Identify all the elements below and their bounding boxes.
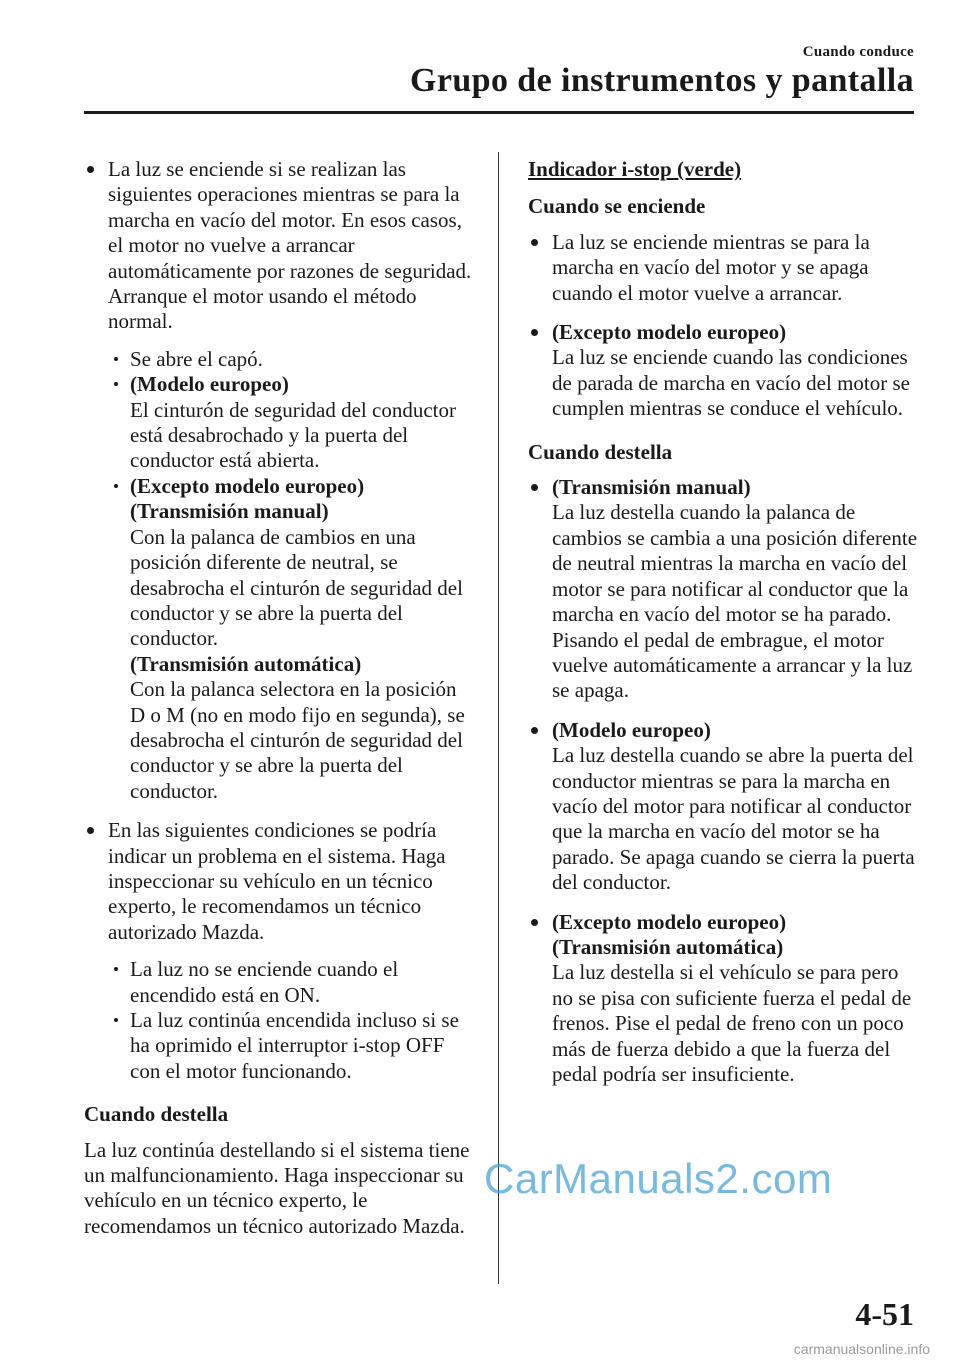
sub-list: [108, 957, 476, 1084]
page-number: 4-51: [855, 1296, 914, 1332]
header-section: Cuando conduce: [802, 44, 914, 60]
sub-bold: (Transmisión manual): [130, 499, 329, 524]
bullet-item: [528, 230, 920, 306]
bullet-text: La luz se enciende si se realizan las siguientes operaciones mientras se para la marcha en vacío del motor. En esos casos, el motor no vuelve a arrancar automáticamente por razones de seguridad. Arranque el motor usando el método normal.: [108, 157, 472, 334]
bullet-dot-icon: [87, 166, 94, 173]
page-title: Grupo de instrumentos y pantalla: [410, 62, 914, 99]
bullet-item: [528, 320, 920, 422]
bullet-dot-icon: [531, 484, 538, 491]
column-right: [528, 157, 920, 1101]
sub-list: [108, 347, 476, 804]
sub-text: La luz continúa encendida incluso si se ha oprimido el interruptor i-stop OFF con el motor funcionando.: [130, 1008, 459, 1083]
footer-url: carmanualsonline.info: [793, 1341, 930, 1357]
bullet-item: [528, 475, 920, 704]
sub-bold: (Excepto modelo europeo): [130, 473, 365, 498]
sub-item: [84, 474, 476, 804]
bullet-text: La luz destella si el vehículo se para pero no se pisa con suficiente fuerza el pedal de frenos. Pise el pedal de freno con un poco más de fuerza debido a que la fuerza del pedal podría ser insuficiente.: [552, 960, 912, 1086]
subheading: Cuando se enciende: [528, 194, 706, 219]
bullet-text: La luz destella cuando se abre la puerta del conductor mientras se para la marcha en vacío del motor para notificar al conductor que la marcha en vacío del motor se ha parado. Se apaga cuando se cierra la puerta del conductor.: [552, 743, 915, 895]
column-left: [84, 157, 476, 1239]
bullet-bold: (Modelo europeo): [552, 717, 711, 742]
paragraph: La luz continúa destellando si el sistema tiene un malfuncionamiento. Haga inspeccionar su vehículo en un técnico experto, le recomendamos un técnico autorizado Mazda.: [84, 1137, 470, 1238]
section-title: Indicador i-stop (verde): [528, 157, 742, 181]
bullet-text: La luz se enciende mientras se para la marcha en vacío del motor y se apaga cuando el motor vuelve a arrancar.: [552, 229, 870, 305]
bullet-dot-icon: [531, 239, 538, 246]
sub-item: [84, 1008, 476, 1084]
sub-text: Con la palanca de cambios en una posición diferente de neutral, se desabrocha el cinturón de seguridad del conductor y se abre la puerta del conductor.: [130, 524, 463, 651]
sub-text: La luz no se enciende cuando el encendido está en ON.: [130, 957, 399, 1007]
sub-text: El cinturón de seguridad del conductor está desabrochado y la puerta del conductor está abierta.: [130, 397, 456, 473]
bullet-bold: (Transmisión manual): [552, 475, 751, 500]
sub-text: Se abre el capó.: [130, 346, 263, 371]
bullet-dot-icon: [87, 827, 94, 834]
sub-bold: (Transmisión automática): [130, 651, 362, 676]
sub-dot-icon: [114, 1018, 118, 1022]
bullet-item: [528, 910, 920, 1088]
sub-bold: (Modelo europeo): [130, 372, 289, 397]
sub-dot-icon: [114, 967, 118, 971]
watermark-logo: CarManuals2.com: [484, 1155, 833, 1202]
bullet-text: La luz se enciende cuando las condiciones de parada de marcha en vacío del motor se cumplen mientras se conduce el vehículo.: [552, 345, 910, 421]
sub-dot-icon: [114, 357, 118, 361]
sub-item: [84, 347, 476, 372]
bullet-dot-icon: [531, 919, 538, 926]
subheading: Cuando destella: [84, 1102, 229, 1127]
column-divider: [498, 152, 499, 1284]
subheading: Cuando destella: [528, 439, 673, 464]
sub-item: [84, 372, 476, 474]
header-rule: [84, 111, 914, 114]
bullet-dot-icon: [531, 727, 538, 734]
bullet-bold: (Transmisión automática): [552, 934, 784, 959]
bullet-bold: (Excepto modelo europeo): [552, 909, 787, 934]
bullet-item: [84, 157, 476, 804]
bullet-dot-icon: [531, 329, 538, 336]
sub-dot-icon: [114, 484, 118, 488]
sub-text: Con la palanca selectora en la posición D o M (no en modo fijo en segunda), se desabrocha el cinturón de seguridad del conductor y se abre la puerta del conductor.: [130, 677, 465, 803]
bullet-text: La luz destella cuando la palanca de cambios se cambia a una posición diferente de neutral mientras la marcha en vacío del motor se para notificar al conductor que la marcha en vacío del motor se ha parado. Pisando el pedal de embrague, el motor vuelve automáticamente a arrancar y la luz se apaga.: [552, 500, 918, 703]
bullet-item: [84, 818, 476, 1084]
sub-dot-icon: [114, 382, 118, 386]
bullet-item: [528, 718, 920, 896]
bullet-text: En las siguientes condiciones se podría indicar un problema en el sistema. Haga inspeccionar su vehículo en un técnico experto, le recomendamos un técnico autorizado Mazda.: [108, 818, 446, 944]
bullet-bold: (Excepto modelo europeo): [552, 320, 787, 345]
sub-item: [84, 957, 476, 1008]
